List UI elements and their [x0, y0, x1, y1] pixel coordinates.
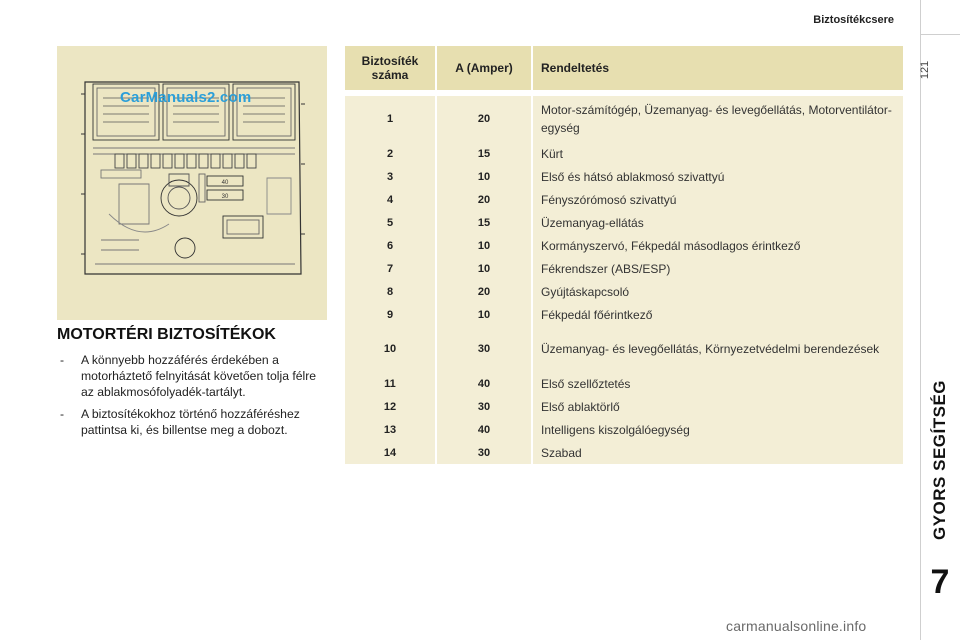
fuse-purpose-cell: Első szellőztetés [532, 372, 903, 395]
table-row [345, 372, 903, 395]
fuse-purpose-cell: Motor-számítógép, Üzemanyag- és levegőellátás, Motorventilátor-egység [532, 96, 903, 142]
dash-marker: - [60, 407, 65, 421]
side-tab-divider [920, 0, 921, 640]
fuse-number-cell: 14 [345, 441, 436, 464]
table-row [345, 142, 903, 165]
fuse-ampere-cell: 40 [436, 418, 532, 441]
fuse-box-illustration [79, 74, 307, 296]
fuse-ampere-cell: 40 [436, 372, 532, 395]
table-row [345, 395, 903, 418]
fuse-ampere-cell: 20 [436, 96, 532, 142]
chapter-label: GYORS SEGÍTSÉG [930, 379, 949, 541]
fuse-label-40: 40 [221, 180, 229, 186]
table-row [345, 165, 903, 188]
fuse-ampere-cell: 15 [436, 142, 532, 165]
page-number: 121 [918, 60, 931, 80]
table-row [345, 96, 903, 142]
fuse-purpose-cell: Fékrendszer (ABS/ESP) [532, 257, 903, 280]
fuse-number-cell: 5 [345, 211, 436, 234]
fuse-number-cell: 2 [345, 142, 436, 165]
fuse-number-cell: 11 [345, 372, 436, 395]
fuse-number-cell: 7 [345, 257, 436, 280]
fuse-label-30: 30 [221, 194, 229, 200]
fuse-purpose-cell: Kürt [532, 142, 903, 165]
fuse-ampere-cell: 10 [436, 303, 532, 326]
fuse-ampere-cell: 10 [436, 234, 532, 257]
fuse-number-cell: 3 [345, 165, 436, 188]
fuse-number-cell: 6 [345, 234, 436, 257]
fuse-number-cell: 1 [345, 96, 436, 142]
fuse-box-figure [57, 46, 327, 320]
fuse-purpose-cell: Fékpedál főérintkező [532, 303, 903, 326]
instruction-item: - A könnyebb hozzáférés érdekében a motorháztető felnyitását követően tolja félre az ablakmosófolyadék-tartályt. [60, 353, 317, 399]
fuse-ampere-cell: 30 [436, 326, 532, 372]
fuse-purpose-cell: Gyújtáskapcsoló [532, 280, 903, 303]
table-row [345, 303, 903, 326]
fuse-ampere-cell: 20 [436, 280, 532, 303]
fuse-purpose-cell: Első ablaktörlő [532, 395, 903, 418]
dash-marker: - [60, 353, 65, 367]
fuse-number-cell: 8 [345, 280, 436, 303]
fuse-purpose-cell: Intelligens kiszolgálóegység [532, 418, 903, 441]
fuse-number-cell: 4 [345, 188, 436, 211]
table-row [345, 418, 903, 441]
watermark-carmanuals[interactable]: CarManuals2.com [120, 89, 252, 106]
table-row [345, 257, 903, 280]
page-header-title: Biztosítékcsere [813, 14, 894, 26]
header-fuse-number: Biztosíték száma [345, 46, 436, 90]
table-row [345, 234, 903, 257]
table-row [345, 326, 903, 372]
fuse-ampere-cell: 10 [436, 165, 532, 188]
side-tab-top-rule [920, 34, 960, 35]
fuse-number-cell: 10 [345, 326, 436, 372]
fuse-purpose-cell: Első és hátsó ablakmosó szivattyú [532, 165, 903, 188]
fuse-ampere-cell: 20 [436, 188, 532, 211]
header-purpose: Rendeltetés [532, 46, 903, 90]
table-row [345, 188, 903, 211]
fuse-purpose-cell: Üzemanyag-ellátás [532, 211, 903, 234]
table-header-row [345, 46, 903, 90]
fuse-ampere-cell: 15 [436, 211, 532, 234]
chapter-number: 7 [930, 563, 950, 601]
instruction-list [57, 352, 329, 444]
fuse-purpose-cell: Kormányszervó, Fékpedál másodlagos érintkező [532, 234, 903, 257]
side-tab [920, 0, 960, 640]
fuse-number-cell: 13 [345, 418, 436, 441]
fuse-purpose-cell: Üzemanyag- és levegőellátás, Környezetvédelmi berendezések [532, 326, 903, 372]
fuse-ampere-cell: 30 [436, 395, 532, 418]
header-ampere: A (Amper) [436, 46, 532, 90]
section-heading: MOTORTÉRI BIZTOSÍTÉKOK [57, 326, 276, 343]
fuse-number-cell: 12 [345, 395, 436, 418]
watermark-carmanualsonline[interactable]: carmanualsonline.info [726, 618, 867, 634]
fuse-purpose-cell: Fényszórómosó szivattyú [532, 188, 903, 211]
table-row [345, 441, 903, 464]
fuse-number-cell: 9 [345, 303, 436, 326]
instruction-item: - A biztosítékokhoz történő hozzáféréshez pattintsa ki, és billentse meg a dobozt. [60, 407, 300, 437]
table-row [345, 211, 903, 234]
fuse-purpose-cell: Szabad [532, 441, 903, 464]
fuse-table [345, 46, 903, 464]
table-row [345, 280, 903, 303]
fuse-ampere-cell: 30 [436, 441, 532, 464]
fuse-ampere-cell: 10 [436, 257, 532, 280]
